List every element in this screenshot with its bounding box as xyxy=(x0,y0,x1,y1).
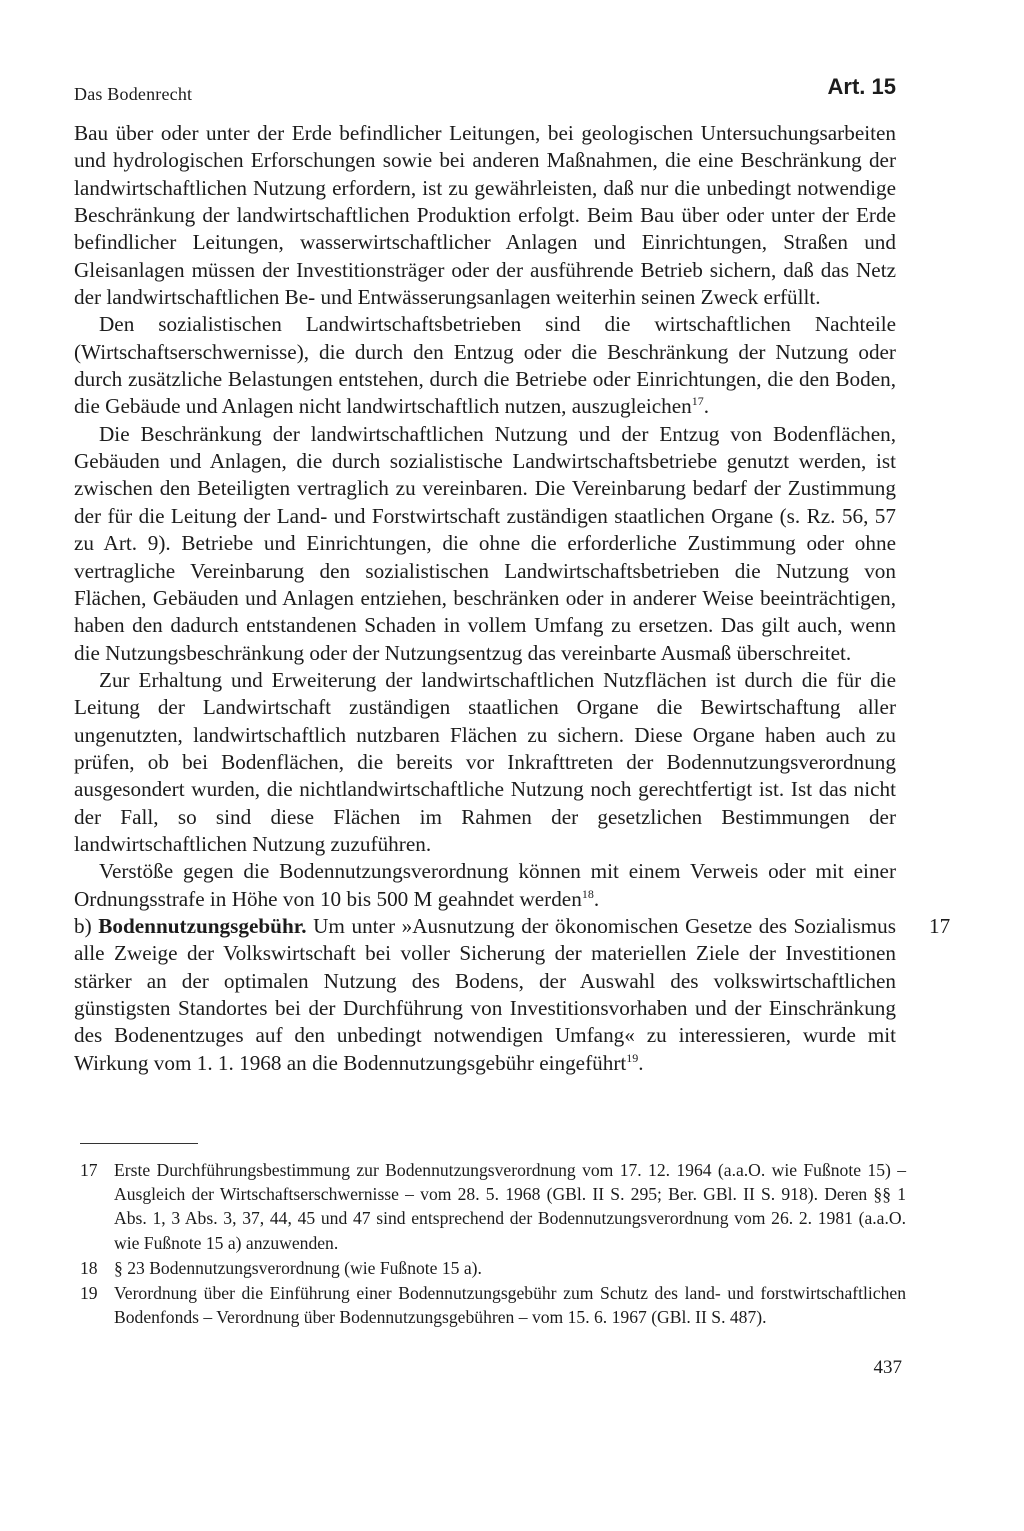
footnote-ref[interactable]: 19 xyxy=(626,1050,639,1065)
paragraph-end: . xyxy=(593,886,600,911)
paragraph: Die Beschränkung der landwirtschaftlichen Nutzung und der Entzug von Bodenflächen, Gebäuden und Anlagen, die durch sozialistische Landwirtschaftsbetriebe genutzt werden, ist zwischen den Beteiligten vertraglich zu vereinbaren. Die Vereinbarung bedarf der Zustimmung der für die Leitung der Land- und Forstwirtschaft zuständigen staatlichen Organe (s. Rz. 56, 57 zu Art. 9). Betriebe und Einrichtungen, die ohne die erforderliche Zustimmung oder ohne vertragliche Vereinbarung den sozialistischen Landwirtschaftsbetrieben die Nutzung von Flächen, Gebäuden und Anlagen entziehen, beschränken oder in anderer Weise beeinträchtigen, haben den dadurch entstandenen Schaden in vollem Umfang zu ersetzen. Das gilt auch, wenn die Nutzungsbeschränkung oder der Nutzungsentzug das vereinbarte Ausmaß überschreitet. xyxy=(74,421,896,665)
paragraph xyxy=(74,311,896,420)
paragraph-text: Verstöße gegen die Bodennutzungsverordnung können mit einem Verweis oder mit einer Ordnungsstrafe in Höhe von 10 bis 500 M geahndet werden xyxy=(74,859,896,911)
footnote-number: 19 xyxy=(80,1283,98,1304)
footnote-ref[interactable]: 18 xyxy=(581,886,594,901)
running-head: Das Bodenrecht xyxy=(74,84,193,104)
footnote xyxy=(80,1158,906,1255)
paragraph-text: Den sozialistischen Landwirtschaftsbetrieben sind die wirtschaftlichen Nachteile (Wirtschaftserschwernisse), die durch den Entzug oder die Beschränkung der Nutzung oder durch zusätzliche Belastungen entstehen, durch die Betriebe oder Einrichtungen, die den Boden, die Gebäude und Anlagen nicht landwirtschaftlich nutzen, auszugleichen xyxy=(74,312,896,419)
paragraph: Bau über oder unter der Erde befindlicher Leitungen, bei geologischen Untersuchungsarbeiten und hydrologischen Erforschungen sowie bei anderen Maßnahmen, die eine Beschränkung der landwirtschaftlichen Nutzung erfordern, ist zu gewährleisten, daß nur die unbedingt notwendige Beschränkung der landwirtschaftlichen Produktion erfolgt. Beim Bau über oder unter der Erde befindlicher Leitungen, wasserwirtschaftlicher Anlagen und Einrichtungen, Straßen und Gleisanlagen müssen der Investitionsträger oder der ausführende Betrieb sichern, daß das Netz der landwirtschaftlichen Be- und Entwässerungsanlagen weiterhin seinen Zweck erfüllt. xyxy=(74,121,896,310)
footnote xyxy=(80,1281,906,1329)
section-prefix: b) xyxy=(74,913,99,938)
footnotes xyxy=(80,1158,906,1330)
footnote-divider xyxy=(80,1143,198,1144)
footnote-text: Verordnung über die Einführung einer Bodennutzungsgebühr zum Schutz des land- und forstwirtschaftlichen Bodenfonds – Verordnung über Bodennutzungsgebühren – vom 15. 6. 1967 (GBl. II S. 487). xyxy=(114,1283,906,1328)
footnote xyxy=(80,1256,906,1280)
paragraph-end: . xyxy=(703,394,710,419)
article-label: Art. 15 xyxy=(827,74,896,99)
footnote-ref[interactable]: 17 xyxy=(691,394,704,409)
body-text xyxy=(74,120,951,1077)
section-heading: Bodennutzungsgebühr. xyxy=(98,913,307,938)
footnote-number: 17 xyxy=(80,1160,98,1180)
paragraph-end: . xyxy=(638,1050,644,1075)
footnote-text: Erste Durchführungsbestimmung zur Bodennutzungsverordnung vom 17. 12. 1964 (a.a.O. wie Fußnote 15) – Ausgleich der Wirtschaftserschwernisse – vom 28. 5. 1968 (GBl. II S. 295; Ber. GBl. II S. 918). Deren §§ 1 Abs. 1, 3 Abs. 3, 37, 44, 45 und 47 sind entsprechend der Bodennutzungsverordnung vom 26. 2. 1981 (a.a.O. wie Fußnote 15 a) anzuwenden. xyxy=(114,1160,906,1253)
footnote-text: § 23 Bodennutzungsverordnung (wie Fußnote 15 a). xyxy=(114,1257,482,1278)
paragraph xyxy=(74,858,896,913)
page-number: 437 xyxy=(873,1357,902,1378)
paragraph xyxy=(74,913,951,1077)
footnote-number: 18 xyxy=(80,1257,98,1278)
paragraph-text: Um unter »Ausnutzung der ökonomischen Gesetze des Sozialismus alle Zweige der Volkswirtschaft bei voller Sicherung der materiellen Ziele der Investitionen stärker an der optimalen Nutzung des Bodens, der Auswahl des volkswirtschaftlichen günstigsten Standortes bei der Durchführung von Investitionsvorhaben und der Einschränkung des Bodenentzuges auf den unbedingt notwendigen Umfang« zu interessieren, wurde mit Wirkung vom 1. 1. 1968 an die Bodennutzungsgebühr eingeführt xyxy=(74,913,897,1075)
paragraph: Zur Erhaltung und Erweiterung der landwirtschaftlichen Nutzflächen ist durch die für die Leitung der Landwirtschaft zuständigen staatlichen Organe die Bewirtschaftung aller ungenutzten, landwirtschaftlich nutzbaren Flächen zu sichern. Diese Organe haben auch zu prüfen, ob bei Bodenflächen, die bereits vor Inkrafttreten der Bodennutzungsverordnung ausgesondert wurden, die nichtlandwirtschaftliche Nutzung noch gerechtfertigt ist. Ist das nicht der Fall, so sind diese Flächen im Rahmen der gesetzlichen Bestimmungen der landwirtschaftlichen Nutzung zuzuführen. xyxy=(74,667,896,856)
margin-number: 17 xyxy=(929,913,951,938)
